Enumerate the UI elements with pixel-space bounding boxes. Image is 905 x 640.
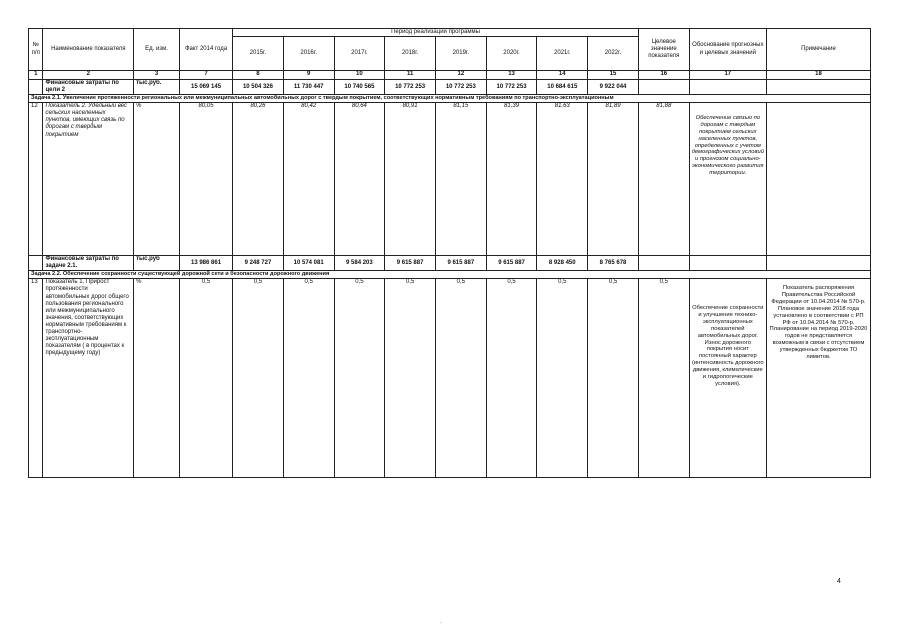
column-number: 1 [29, 71, 43, 80]
fin-task21-value: 9 615 887 [486, 256, 537, 271]
row-12-justification: Обеспечение связью по дорогам с твердым покрытием сельских населенных пунктов, определенных с учетом демографических условий и прогнозом социально-экономического развития территории. [689, 103, 766, 256]
fin-goal2-value: 9 922 044 [588, 80, 639, 95]
fin-task21-value: 9 615 887 [385, 256, 436, 271]
fin-task21-value: 8 765 678 [588, 256, 639, 271]
column-number: 17 [689, 71, 766, 80]
header-unit: Ед. изм. [134, 29, 180, 71]
column-number: 16 [638, 71, 689, 80]
column-number: 9 [283, 71, 334, 80]
column-number: 7 [179, 71, 232, 80]
header-fact: Факт 2014 года [179, 29, 232, 71]
column-number: 14 [537, 71, 588, 80]
row-13-value: 0,5 [588, 279, 639, 478]
fin-goal2-value: 11 730 447 [283, 80, 334, 95]
header-year: 2022г. [588, 37, 639, 71]
header-num: № п/п [29, 29, 43, 71]
column-number: 10 [334, 71, 385, 80]
fin-task21-value: 9 615 887 [435, 256, 486, 271]
row-12-value: 81,89 [588, 103, 639, 256]
column-number: 15 [588, 71, 639, 80]
column-number: 3 [134, 71, 180, 80]
row-13-value: 0,5 [537, 279, 588, 478]
column-number: 11 [385, 71, 436, 80]
column-number: 13 [486, 71, 537, 80]
task-2-2-heading: Задача 2.2. Обеспечение сохранности существующей дорожной сети и безопасности дорожного движения [29, 271, 871, 279]
row-13-justification: Обеспечение сохранности и улучшение технико-эксплуатационных показателей автомобильных дорог. Износ дорожного покрытия носит постоянный характер (интенсивность дорожного движения, климатические и гидрологические условия). [689, 279, 766, 478]
row-13-note: Показатель распоряжения Правительства Российской Федерации от 10.04.2014 № 570-р. Плановое значение 2018 года установлено в соответствии с РП РФ от 10.04.2014 № 570-р. Планирование на период 2019-2020 годов не представляется возможным в связи с отсутствием утвержденных бюджетом ТО лимитов. [766, 279, 870, 478]
task-2-1-heading: Задача 2.1. Увеличение протяженности региональных или межмуниципальных автомобильных дорог с твердым покрытием, соответствующих нормативным требованиям по транспортно-эксплуатационным [29, 95, 871, 103]
fin-task21-value: 9 584 203 [334, 256, 385, 271]
column-number: 2 [43, 71, 134, 80]
header-target: Целевое значение показателя [638, 29, 689, 71]
fin-goal2-name: Финансовые затраты по цели 2 [43, 80, 134, 95]
fin-goal2-value: 10 684 615 [537, 80, 588, 95]
fin-task21-value: 9 248 727 [233, 256, 284, 271]
header-year: 2019г. [435, 37, 486, 71]
header-justification: Обоснование прогнозных и целевых значений [689, 29, 766, 71]
fin-goal2-fact: 15 069 145 [179, 80, 232, 95]
column-number: 18 [766, 71, 870, 80]
fin-goal2-value: 10 772 253 [435, 80, 486, 95]
row-13-fact: 0,5 [179, 279, 232, 478]
row-13-target: 0,5 [638, 279, 689, 478]
row-12-value: 80,91 [385, 103, 436, 256]
header-year: 2017г. [334, 37, 385, 71]
row-12-value: 81,15 [435, 103, 486, 256]
fin-task21-name: Финансовые затраты по задаче 2.1. [43, 256, 134, 271]
column-number: 12 [435, 71, 486, 80]
fin-goal2-unit: тыс.руб. [134, 80, 180, 95]
header-year: 2018г. [385, 37, 436, 71]
row-13-value: 0,5 [233, 279, 284, 478]
fin-task21-value: 10 574 081 [283, 256, 334, 271]
scan-mark: · [440, 620, 442, 626]
row-13-value: 0,5 [385, 279, 436, 478]
row-12-name: Показатель 2. Удельный вес сельских населенных пунктов, имеющих связь по дорогам с твердым покрытием [43, 103, 134, 256]
row-12-value: 80,42 [283, 103, 334, 256]
row-12-value: 81,63 [537, 103, 588, 256]
header-note: Примечание [766, 29, 870, 71]
row-12-unit: % [134, 103, 180, 256]
header-period: Период реализации программы [233, 29, 639, 37]
row-13-value: 0,5 [334, 279, 385, 478]
row-12-fact: 80,05 [179, 103, 232, 256]
row-13-value: 0,5 [283, 279, 334, 478]
row-12-value: 80,26 [233, 103, 284, 256]
header-year: 2015г. [233, 37, 284, 71]
row-13-num: 13 [29, 279, 43, 478]
row-13-name: Показатель 1. Прирост протяженности автомобильных дорог общего пользования регионального или межмуниципального значения, соответствующих нормативным требованиям к транспортно-эксплуатационным показателям ( в процентах к предыдущему году) [43, 279, 134, 478]
column-number: 8 [233, 71, 284, 80]
row-13-unit: % [134, 279, 180, 478]
fin-goal2-value: 10 740 565 [334, 80, 385, 95]
row-13-value: 0,5 [435, 279, 486, 478]
fin-task21-fact: 13 986 861 [179, 256, 232, 271]
row-12-num: 12 [29, 103, 43, 256]
fin-goal2-value: 10 772 253 [385, 80, 436, 95]
indicators-table [28, 28, 871, 478]
fin-goal2-value: 10 504 326 [233, 80, 284, 95]
fin-goal2-value: 10 772 253 [486, 80, 537, 95]
fin-task21-unit: тыс.руб [134, 256, 180, 271]
header-year: 2020г. [486, 37, 537, 71]
row-12-target: 81,88 [638, 103, 689, 256]
row-13-value: 0,5 [486, 279, 537, 478]
header-year: 2016г. [283, 37, 334, 71]
page-number: 4 [837, 578, 841, 585]
row-12-value: 80,64 [334, 103, 385, 256]
header-name: Наименование показателя [43, 29, 134, 71]
header-year: 2021г. [537, 37, 588, 71]
row-12-value: 81,39 [486, 103, 537, 256]
fin-task21-value: 8 928 450 [537, 256, 588, 271]
